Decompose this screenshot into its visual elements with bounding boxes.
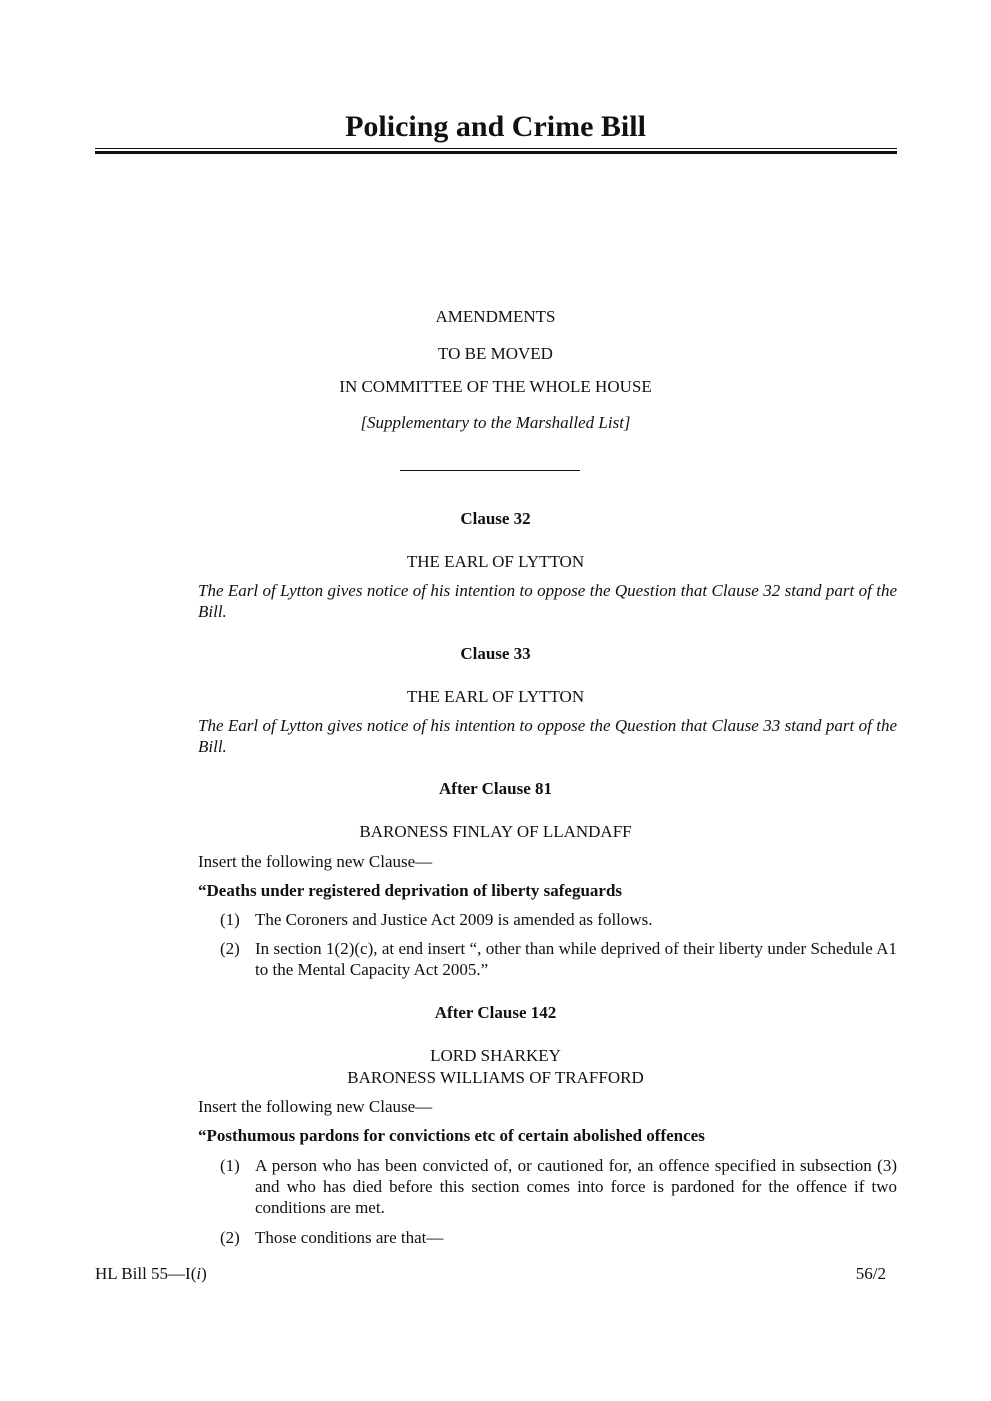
notice-text: The Earl of Lytton gives notice of his intention to oppose the Question that Clause 33 stand part of the Bill. xyxy=(198,716,897,756)
section-heading: Clause 33 xyxy=(460,644,531,663)
mover-name: BARONESS WILLIAMS OF TRAFFORD xyxy=(347,1068,644,1087)
insert-instruction: Insert the following new Clause— xyxy=(198,1097,433,1116)
title-rule-thin xyxy=(95,148,897,149)
notice-text: The Earl of Lytton gives notice of his intention to oppose the Question that Clause 32 stand part of the Bill. xyxy=(198,581,897,621)
new-clause-title: “Deaths under registered deprivation of liberty safeguards xyxy=(198,881,623,900)
section-heading: Clause 32 xyxy=(460,509,531,528)
item-number: (2) xyxy=(220,939,240,958)
mover-name: BARONESS FINLAY OF LLANDAFF xyxy=(359,822,632,841)
item-text: A person who has been convicted of, or cautioned for, an offence specified in subsection (3) and who has died before this section comes into force is pardoned for the offence if two conditions are met. xyxy=(255,1156,897,1217)
item-text: Those conditions are that— xyxy=(255,1228,444,1247)
header-to-be-moved: TO BE MOVED xyxy=(438,344,553,363)
header-committee: IN COMMITTEE OF THE WHOLE HOUSE xyxy=(339,377,652,396)
clause-item xyxy=(198,1155,897,1218)
clause-item xyxy=(198,909,897,930)
page-reference: 56/2 xyxy=(855,1264,886,1283)
bill-title: Policing and Crime Bill xyxy=(345,110,646,143)
clause-item xyxy=(198,1227,897,1248)
mover-name: THE EARL OF LYTTON xyxy=(406,687,585,706)
insert-instruction: Insert the following new Clause— xyxy=(198,852,433,871)
item-number: (1) xyxy=(220,910,240,929)
clause-item xyxy=(198,938,897,980)
item-text: The Coroners and Justice Act 2009 is amended as follows. xyxy=(255,910,653,929)
header-note: [Supplementary to the Marshalled List] xyxy=(360,413,631,432)
mover-name: THE EARL OF LYTTON xyxy=(406,552,585,571)
item-text: In section 1(2)(c), at end insert “, other than while deprived of their liberty under Schedule A1 to the Mental Capacity Act 2005.” xyxy=(255,939,897,979)
header-amendments: AMENDMENTS xyxy=(435,307,556,326)
bill-reference-prefix: HL Bill 55—I( xyxy=(95,1264,197,1283)
bill-reference-suffix: ) xyxy=(201,1264,207,1283)
item-number: (1) xyxy=(220,1156,240,1175)
section-heading: After Clause 81 xyxy=(439,779,552,798)
bill-reference-italic: i xyxy=(196,1264,202,1283)
mover-name: LORD SHARKEY xyxy=(430,1046,561,1065)
bill-reference xyxy=(95,1263,207,1284)
section-heading: After Clause 142 xyxy=(434,1003,557,1022)
title-rule-thick xyxy=(95,151,897,154)
new-clause-title: “Posthumous pardons for convictions etc of certain abolished offences xyxy=(198,1126,705,1145)
item-number: (2) xyxy=(220,1228,240,1247)
separator-rule xyxy=(400,470,580,471)
